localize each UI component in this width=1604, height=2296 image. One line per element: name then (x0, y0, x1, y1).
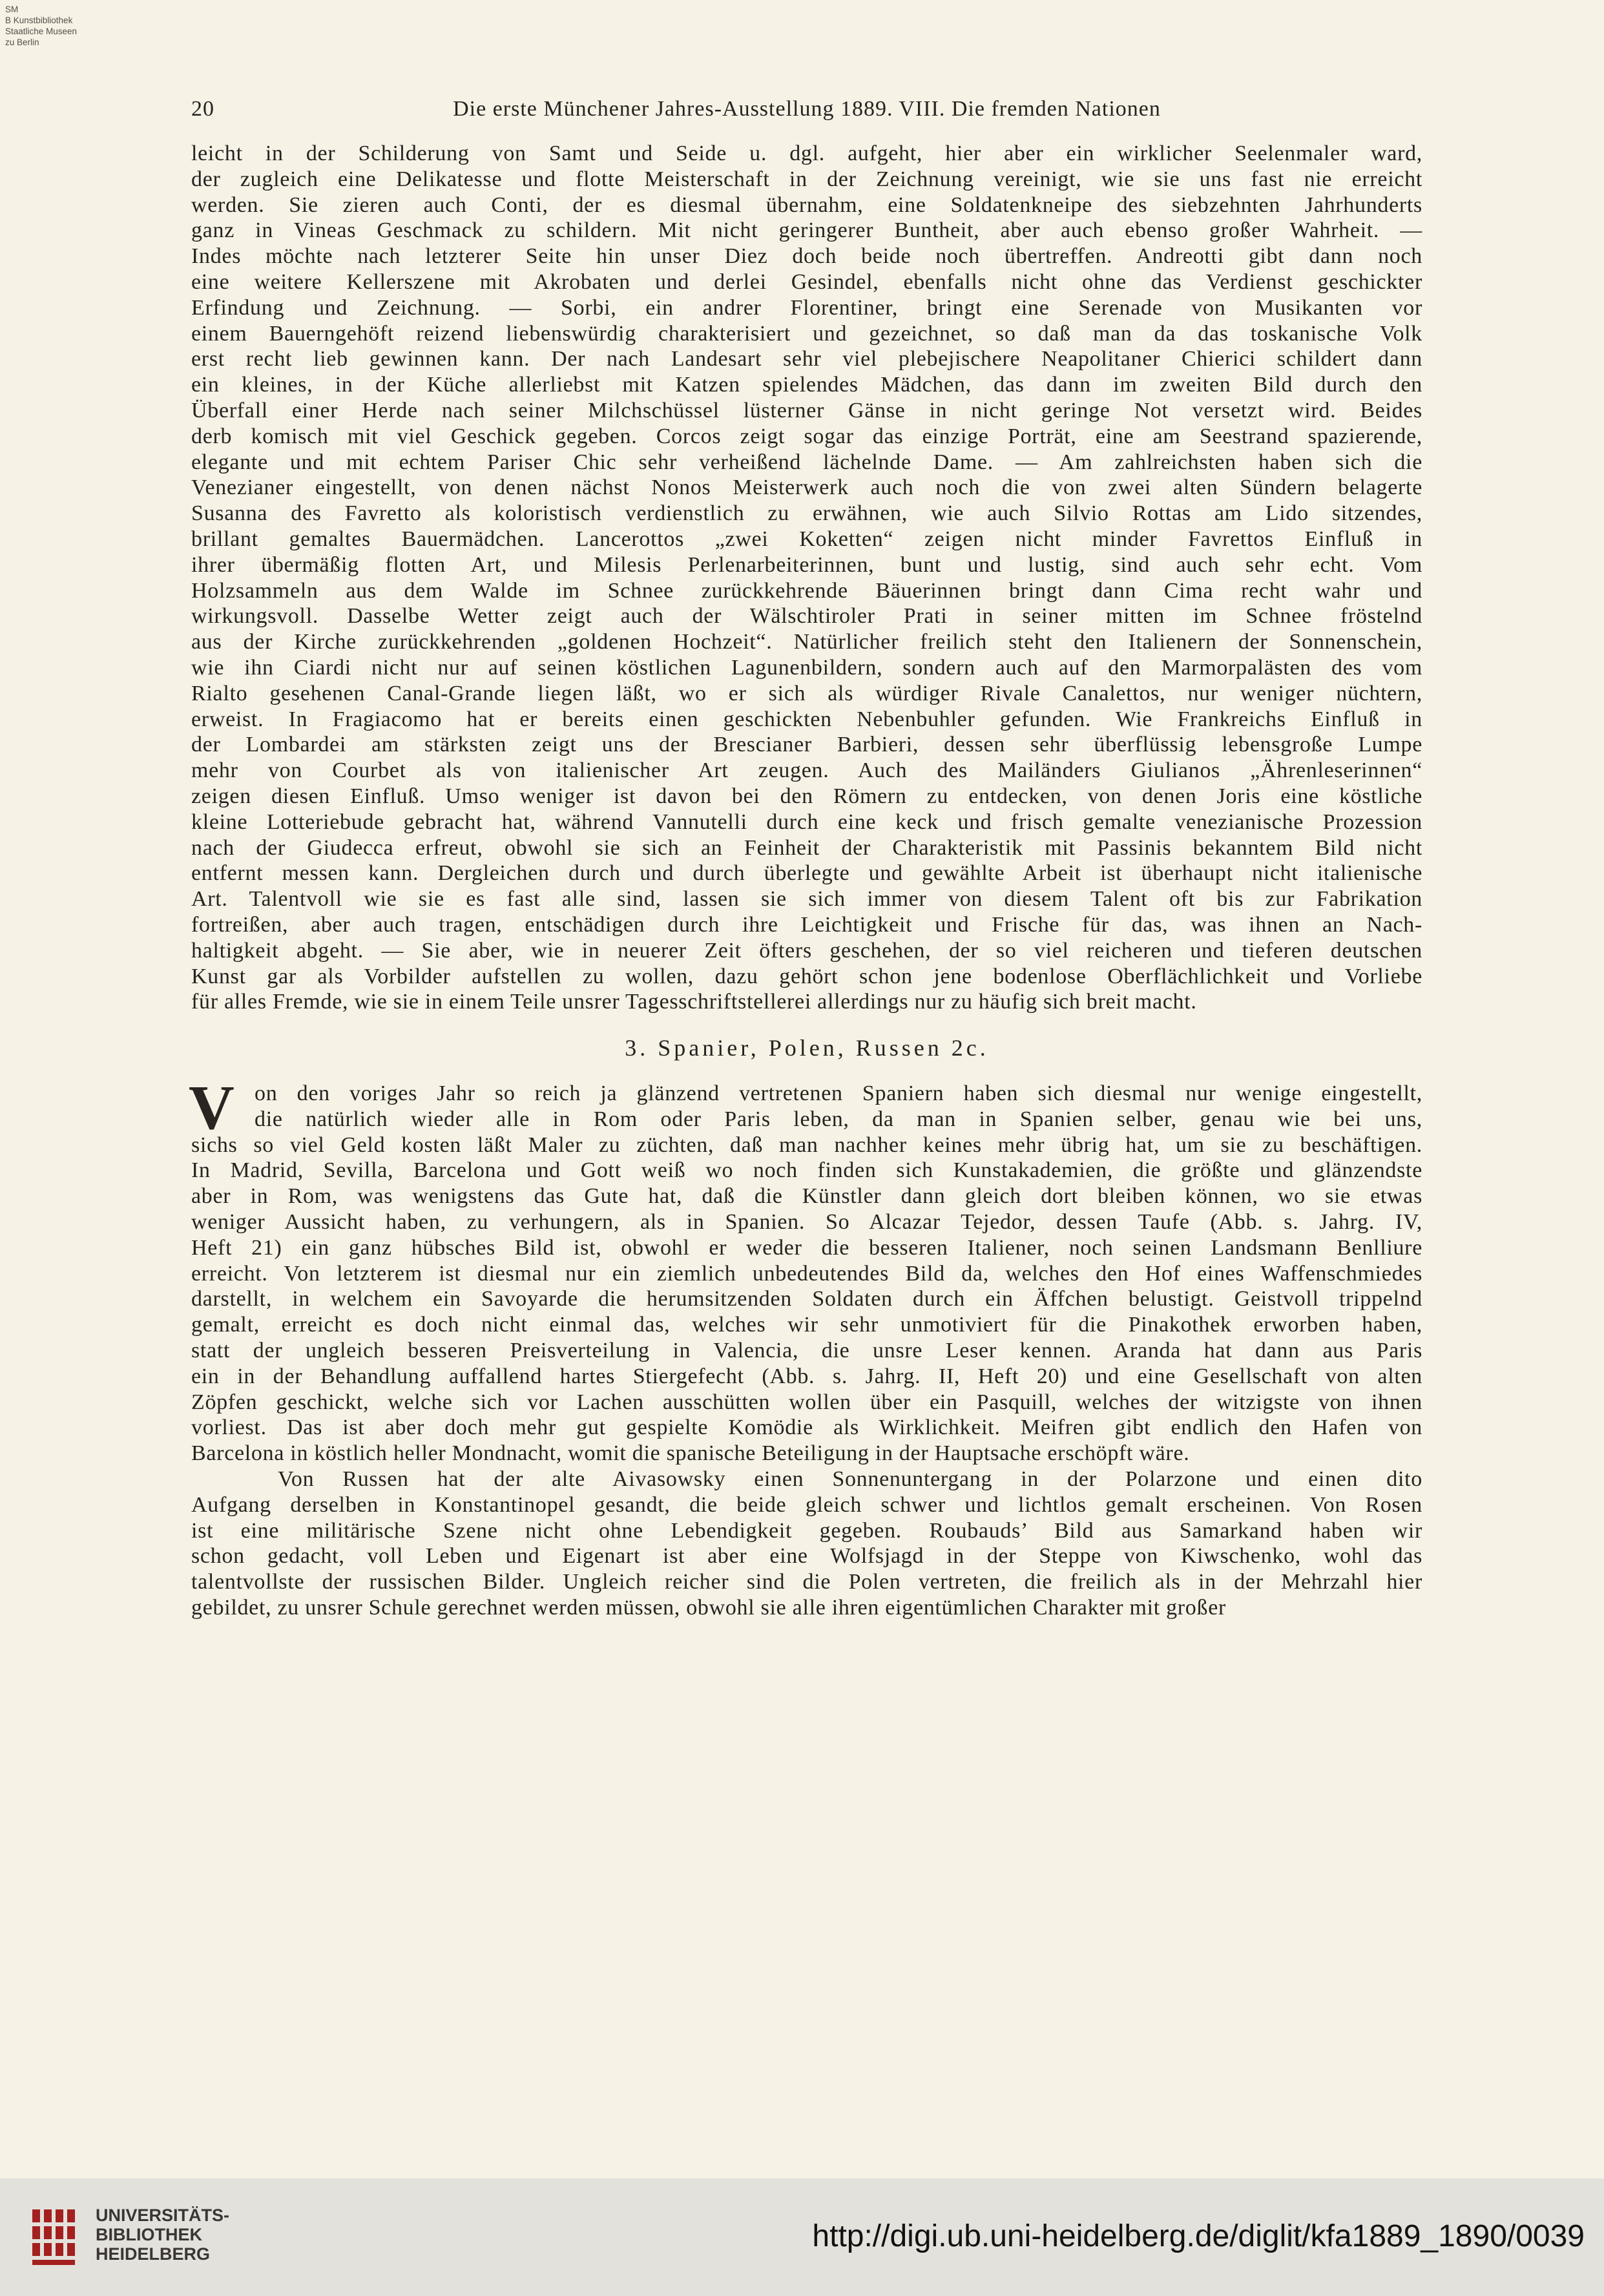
stamp-line: SM (5, 5, 19, 14)
university-seal-icon (28, 2204, 83, 2271)
text-line: Von Russen hat der alte Aivasowsky einen Sonnenuntergang in der Polarzone und einen dito (278, 1467, 1422, 1492)
text-line: Heft 21) ein ganz hübsches Bild ist, obwohl er weder die besseren Italiener, noch seinen Landsmann Benlliure (191, 1235, 1422, 1260)
text-line: Erfindung und Zeichnung. — Sorbi, ein andrer Florentiner, bringt eine Serenade von Musikanten vor (191, 295, 1422, 320)
drop-cap: V (189, 1073, 235, 1143)
text-line: erst recht lieb gewinnen kann. Der nach Landesart sehr viel plebejischere Neapolitaner Chierici schildert dann (191, 347, 1422, 371)
text-line: kleine Lotteriebude gebracht hat, während Vannutelli durch eine keck und frisch gemalte venezianische Prozession (191, 809, 1422, 834)
text-line: ist eine militärische Szene nicht ohne Lebendigkeit gegeben. Roubauds’ Bild aus Samarkand haben wir (191, 1518, 1422, 1543)
text-line: mehr von Courbet als von italienischer Art zeugen. Auch des Mailänders Giulianos „Ährenleserinnen“ (191, 758, 1422, 783)
text-line: erreicht. Von letzterem ist diesmal nur ein ziemlich unbedeutendes Bild da, welches den Hof eines Waffenschmiedes (191, 1261, 1422, 1286)
text-line: schon gedacht, voll Leben und Eigenart ist aber eine Wolfsjagd in der Steppe von Kiwschenko, wohl das (191, 1544, 1422, 1569)
page-header (191, 97, 1422, 127)
text-line: on den voriges Jahr so reich ja glänzend vertretenen Spaniern haben sich diesmal nur wenige eingestellt, (255, 1081, 1422, 1106)
text-line: haltigkeit abgeht. — Sie aber, wie in neuerer Zeit öfters geschehen, der so viel reicheren und tieferen deutschen (191, 938, 1422, 963)
text-line: elegante und mit echtem Pariser Chic sehr verheißend lächelnde Dame. — Am zahlreichsten haben sich die (191, 450, 1422, 474)
text-line: ein kleines, in der Küche allerliebst mit Katzen spielendes Mädchen, das dann im zweiten Bild durch den (191, 373, 1422, 397)
running-title: Die erste Münchener Jahres-Ausstellung 1889. VIII. Die fremden Nationen (453, 97, 1161, 121)
text-line: Aufgang derselben in Konstantinopel gesandt, die beide gleich schwer und lichtlos gemalt erscheinen. Von Rosen (191, 1492, 1422, 1517)
text-line: derb komisch mit viel Geschick gegeben. Corcos zeigt sogar das einzige Porträt, eine am Seestrand spazierende, (191, 424, 1422, 448)
text-line: nach der Giudecca erfreut, obwohl sie sich an Feinheit der Charakteristik mit Passinis bekanntem Bild nicht (191, 835, 1422, 860)
text-line: einem Bauerngehöft reizend liebenswürdig charakterisiert und gezeichnet, so daß man da das toskanische Volk (191, 321, 1422, 346)
text-line: ganz in Vineas Geschmack zu schildern. Mit nicht geringerer Buntheit, aber auch ebenso großer Wahrheit. — (191, 218, 1422, 243)
text-line: statt der ungleich besseren Preisverteilung in Valencia, die unsre Leser kennen. Aranda hat dann aus Paris (191, 1339, 1422, 1363)
text-line: Susanna des Favretto als koloristisch verdienstlich zu erwähnen, wie auch Silvio Rottas am Lido sitzendes, (191, 501, 1422, 526)
text-line: vorliest. Das ist aber doch mehr gut gespielte Komödie als Wirklichkeit. Meifren gibt endlich den Hafen von (191, 1415, 1422, 1440)
text-line: der zugleich eine Delikatesse und flotte Meisterschaft in der Zeichnung vereinigt, wie sie uns fast nie erreicht (191, 167, 1422, 191)
paragraph-3 (191, 1466, 1422, 1621)
text-line: werden. Sie zieren auch Conti, der es diesmal übernahm, eine Soldatenkneipe des siebzehnten Jahrhunderts (191, 193, 1422, 217)
text-line: Überfall einer Herde nach seiner Milchschüssel lüsterner Gänse in nicht geringe Not versetzt wird. Beides (191, 398, 1422, 423)
text-line: wie ihn Ciardi nicht nur auf seinen köstlichen Lagunenbildern, sondern auch auf den Marmorpalästen des vom (191, 655, 1422, 680)
article-body (191, 141, 1422, 1621)
text-line: Kunst gar als Vorbilder aufstellen zu wollen, dazu gehört schon jene bodenlose Oberflächlichkeit und Vorliebe (191, 964, 1422, 988)
text-line: brillant gemaltes Bauermädchen. Lancerottos „zwei Koketten“ zeigen nicht minder Favrettos Einfluß in (191, 527, 1422, 551)
text-line: erweist. In Fragiacomo hat er bereits einen geschickten Nebenbuhler gefunden. Wie Frankreichs Einfluß in (191, 707, 1422, 731)
text-line: Zöpfen geschickt, welche sich vor Lachen ausschütten wollen über ein Pasquill, welches der witzigste von ihnen (191, 1390, 1422, 1414)
page-number: 20 (191, 97, 214, 121)
text-line: Barcelona in köstlich heller Mondnacht, womit die spanische Beteiligung in der Hauptsache erschöpft wäre. (191, 1441, 1190, 1466)
text-line: ein in der Behandlung auffallend hartes Stiergefecht (Abb. s. Jahrg. II, Heft 20) und eine Gesellschaft von alten (191, 1364, 1422, 1388)
text-line: aber in Rom, was wenigstens das Gute hat, daß die Künstler dann gleich dort bleiben können, wo sie etwas (191, 1184, 1422, 1209)
text-line: die natürlich wieder alle in Rom oder Paris leben, da man in Spanien selber, genau wie bei uns, (255, 1107, 1422, 1131)
stamp-line: zu Berlin (5, 37, 39, 47)
text-line: eine weitere Kellerszene mit Akrobaten und derlei Gesindel, ebenfalls nicht ohne das Verdienst geschickter (191, 269, 1422, 294)
paragraph-2 (189, 1073, 1422, 1466)
text-line: leicht in der Schilderung von Samt und Seide u. dgl. aufgeht, hier aber ein wirklicher Seelenmaler ward, (191, 141, 1422, 165)
text-line: Indes möchte nach letzterer Seite hin unser Diez doch beide noch übertreffen. Andreotti gibt dann noch (191, 244, 1422, 269)
text-line: darstellt, in welchem ein Savoyarde die herumsitzenden Soldaten durch ein Äffchen belustigt. Geistvoll trippelnd (191, 1287, 1422, 1311)
text-line: entfernt messen kann. Dergleichen durch und durch überlegte und gewählte Arbeit ist überhaupt nicht italienische (191, 861, 1422, 886)
digitization-footer (0, 2178, 1604, 2296)
text-line: weniger Aussicht haben, zu verhungern, als in Spanien. So Alcazar Tejedor, dessen Taufe (Abb. s. Jahrg. IV, (191, 1210, 1422, 1235)
library-name-line: HEIDELBERG (96, 2244, 211, 2264)
text-line: Venezianer eingestellt, von denen nächst Nonos Meisterwerk auch noch die von zwei alten Sündern belagerte (191, 475, 1422, 500)
text-line: talentvollste der russischen Bilder. Ungleich reicher sind die Polen vertreten, die freilich als in der Mehrzahl hier (191, 1570, 1422, 1594)
text-line: wirkungsvoll. Dasselbe Wetter zeigt auch der Wälschtiroler Prati in seiner mitten im Schnee fröstelnd (191, 604, 1422, 629)
text-line: der Lombardei am stärksten zeigt uns der Brescianer Barbieri, dessen sehr überflüssig lebensgroße Lumpe (191, 733, 1422, 757)
library-stamp (5, 4, 77, 48)
text-line: gemalt, erreicht es doch nicht einmal das, welches wir sehr unmotiviert für die Pinakothek erworben haben, (191, 1313, 1422, 1337)
text-line: Art. Talentvoll wie sie es fast alle sind, lassen sie sich immer von diesem Talent oft bis zur Fabrikation (191, 887, 1422, 912)
text-line: Rialto gesehenen Canal-Grande liegen läßt, wo er sich als würdiger Rivale Canalettos, nur weniger nüchtern, (191, 681, 1422, 705)
text-line: aus der Kirche zurückkehrenden „goldenen Hochzeit“. Natürlicher freilich steht den Italienern der Sonnenschein, (191, 630, 1422, 654)
stamp-line: B Kunstbibliothek (5, 16, 73, 25)
text-line: sichs so viel Geld kosten läßt Maler zu züchten, daß man nachher keines mehr übrig hat, um sie zu beschäftigen. (191, 1132, 1422, 1157)
text-line: In Madrid, Sevilla, Barcelona und Gott weiß wo noch finden sich Kunstakademien, die größte und glänzendste (191, 1158, 1422, 1183)
permalink-url[interactable]: http://digi.ub.uni-heidelberg.de/diglit/kfa1889_1890/0039 (812, 2219, 1585, 2253)
section-heading: 3. Spanier, Polen, Russen 2c. (625, 1035, 989, 1061)
text-line: zeigen diesen Einfluß. Umso weniger ist davon bei den Römern zu entdecken, von denen Joris eine köstliche (191, 784, 1422, 808)
paragraph-1 (191, 141, 1422, 1015)
text-line: gebildet, zu unsrer Schule gerechnet werden müssen, obwohl sie alle ihren eigentümlichen Charakter mit großer (191, 1596, 1227, 1620)
library-name (96, 2206, 229, 2264)
text-line: Holzsammeln aus dem Walde im Schnee zurückkehrende Bäuerinnen bringt dann Cima recht wahr und (191, 578, 1422, 603)
text-line: für alles Fremde, wie sie in einem Teile unsrer Tagesschriftstellerei allerdings nur zu häufig sich breit macht. (191, 990, 1197, 1014)
text-line: fortreißen, aber auch tragen, entschädigen durch ihre Leichtigkeit und Frische für das, was ihnen an Nach- (191, 912, 1422, 937)
stamp-line: Staatliche Museen (5, 26, 78, 36)
library-name-line: BIBLIOTHEK (96, 2225, 202, 2244)
library-name-line: UNIVERSITÄTS- (96, 2206, 230, 2225)
text-line: ihrer übermäßig flotten Art, und Milesis Perlenarbeiterinnen, bunt und lustig, sind auch sehr echt. Vom (191, 552, 1422, 577)
